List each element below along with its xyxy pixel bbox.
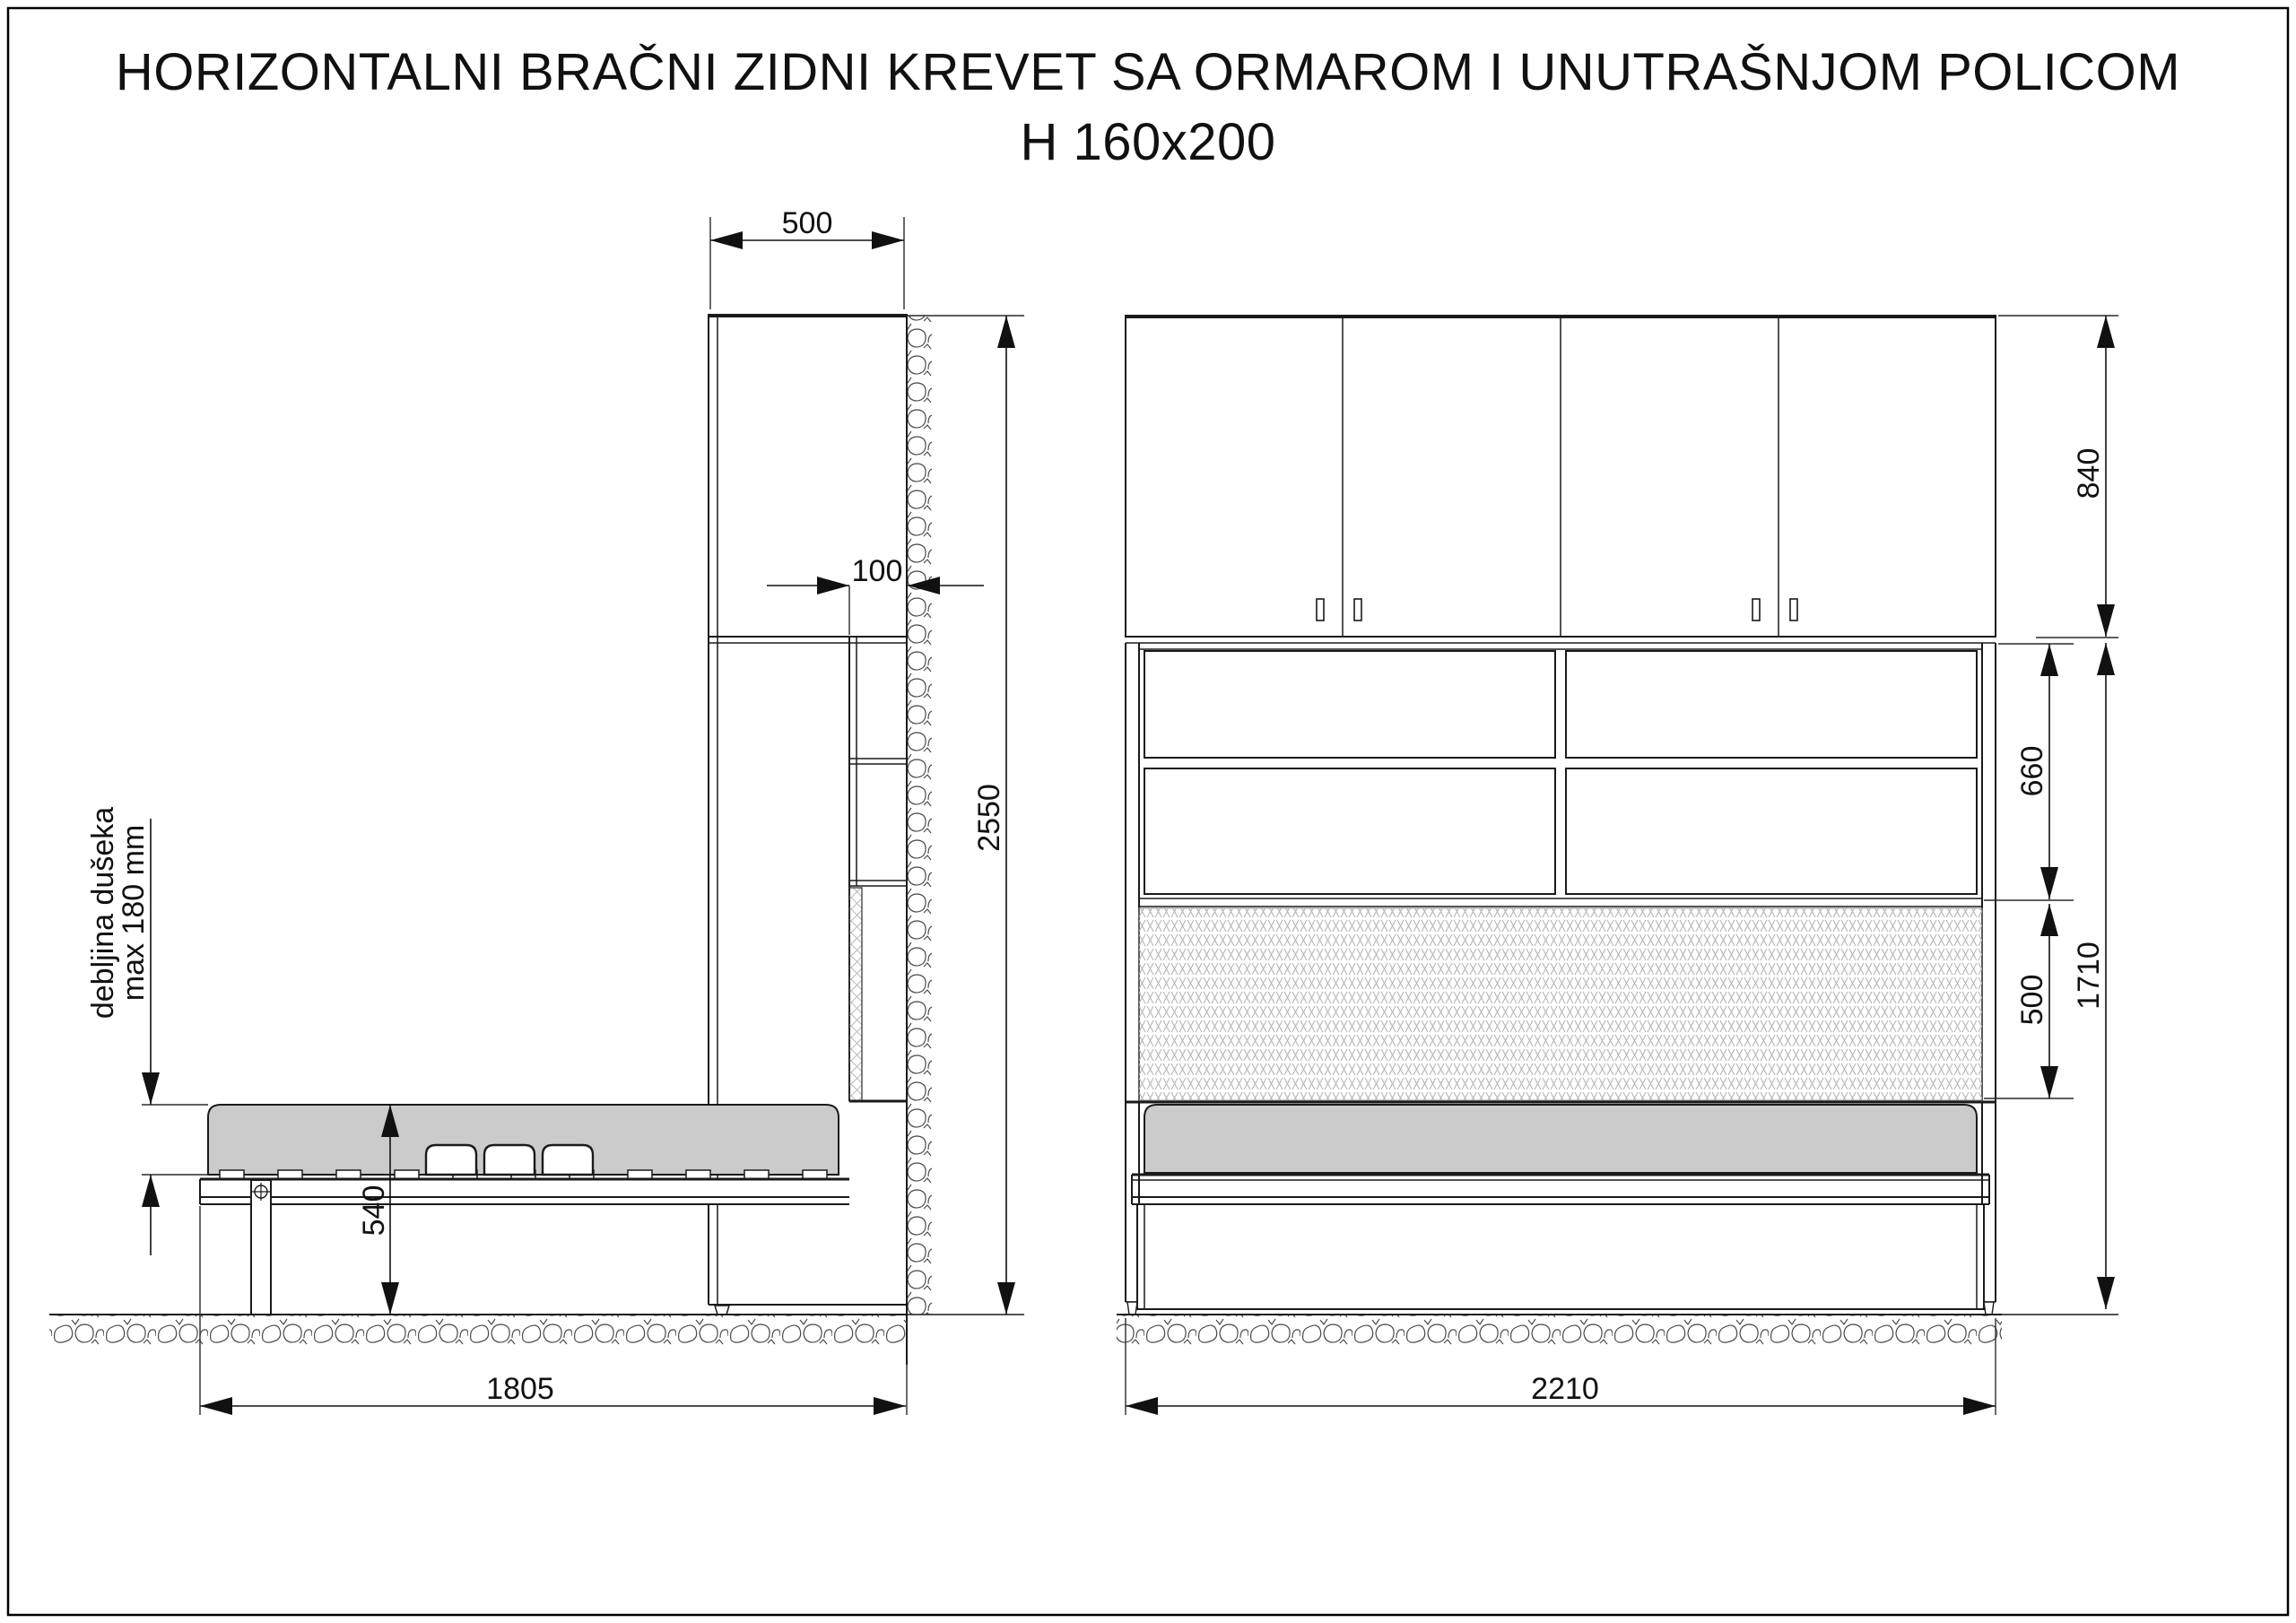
ground-right (1117, 1315, 2118, 1345)
bed-frame-band (1132, 1175, 1989, 1204)
right-foot (1984, 1302, 1994, 1315)
dim-width-1805 (200, 1206, 907, 1415)
ground-left (49, 1315, 1024, 1345)
front-view (1117, 316, 2118, 1415)
dim-label-lower: 1710 (2072, 942, 2106, 1010)
dim-label-width-left: 1805 (486, 1372, 554, 1406)
dim-label-shelf: 100 (851, 554, 903, 588)
title-line-1: HORIZONTALNI BRAČNI ZIDNI KREVET SA ORMAROM I UNUTRAŠNJOM POLICOM (115, 43, 2181, 101)
mattress-note-line-1: debljina dušeka (86, 806, 120, 1020)
shelf-compartment (1144, 651, 1555, 758)
mattress-note-line-2: max 180 mm (117, 824, 151, 1002)
dim-panel-500 (1984, 904, 2074, 1098)
dim-label-height: 2550 (972, 784, 1006, 852)
dim-label-shelves: 660 (2015, 745, 2049, 797)
bed-platform (200, 1179, 849, 1204)
side-view (49, 206, 1024, 1415)
dim-label-panel: 500 (2015, 974, 2049, 1026)
cabinet-foot (715, 1306, 729, 1315)
dim-lower-1710 (2072, 643, 2115, 1309)
dim-upper-840 (1998, 316, 2118, 638)
sectioned-panel-hatch (849, 888, 862, 1101)
dim-label-width-right: 2210 (1531, 1372, 1599, 1406)
internal-shelf-column (849, 637, 907, 1101)
upper-wardrobe (1126, 316, 1996, 643)
bed-leg (251, 1180, 271, 1315)
bed-handles (426, 1145, 593, 1175)
dim-label-bed-height: 540 (357, 1185, 391, 1237)
mattress-front (1144, 1105, 1977, 1173)
sheet-border (8, 8, 2288, 1615)
dim-shelves-660 (1984, 644, 2074, 900)
shelf-compartment (1566, 768, 1977, 894)
dim-label-upper: 840 (2072, 447, 2106, 499)
title-line-2: H 160x200 (1020, 113, 1276, 171)
wall-section-hatch (907, 316, 932, 1315)
shelf-compartment (1566, 651, 1977, 758)
dim-label-depth: 500 (781, 206, 833, 240)
drawing-title (116, 43, 2180, 171)
shelf-section (1139, 649, 1982, 907)
base-box (1137, 1204, 1984, 1309)
shelf-compartment (1144, 768, 1555, 894)
bed-front-panel (1126, 908, 1996, 1102)
left-foot (1127, 1302, 1137, 1315)
dim-depth-500 (710, 206, 904, 309)
dim-mattress-thickness (86, 807, 208, 1255)
dim-shelf-100 (767, 554, 984, 635)
